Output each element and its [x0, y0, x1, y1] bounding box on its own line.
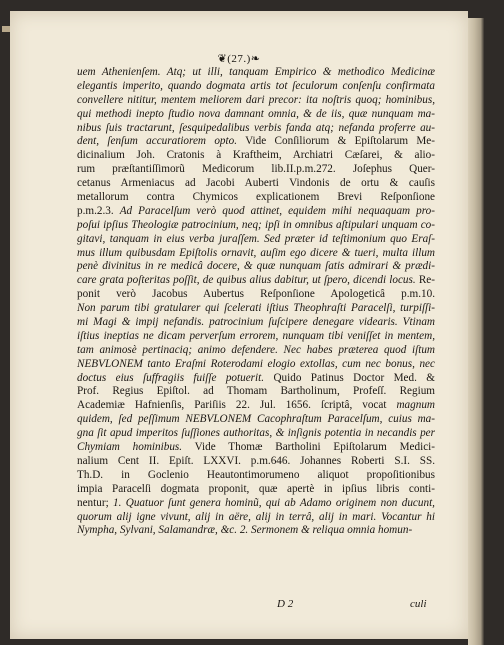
- italic-text-run: poſui ipſius Theologiæ patrocinium, neq; ipſi in omnibus aſtipulari unquam co-: [77, 218, 435, 231]
- book-page: [10, 11, 468, 639]
- text-line: [77, 399, 435, 413]
- catchword: culi: [410, 598, 427, 610]
- roman-text-run: rum præſtantiſſimorũ Medicorum lib.II.p.m.272. Joſephus Quer-: [77, 163, 435, 176]
- signature-mark: D 2: [277, 598, 294, 610]
- italic-text-run: doctus eius ſuffragiis fuiſſe potuerit.: [77, 371, 265, 384]
- text-line: [77, 274, 435, 288]
- italic-text-run: Ad Paracelſum verò quod attinet, equidem mihi nequaquam pro-: [119, 204, 435, 217]
- italic-text-run: gitavi, tanquam in eius verba juraſſem. Sed præter id teſtimonium quo Eraſ-: [77, 232, 435, 245]
- text-line: [77, 316, 435, 330]
- text-line: [77, 205, 435, 219]
- roman-text-run: Re-: [415, 274, 435, 287]
- roman-text-run: p.m.2.3.: [77, 204, 120, 217]
- text-line: [77, 385, 435, 399]
- italic-text-run: Chymiam hominibus.: [77, 441, 183, 454]
- italic-text-run: convellere nititur, mentem meliorem dari precor: ita noſtris quoq; hominibus,: [77, 93, 435, 106]
- italic-text-run: tam animosè pertinaciq; animo defendere. Nec habes præterea quod iſtum: [77, 343, 435, 356]
- text-line: [77, 66, 435, 80]
- text-line: [77, 233, 435, 247]
- italic-text-run: mi Magi & impij nefandis. patrocinium ſuſcipere denegare videaris. Vtinam: [77, 316, 435, 329]
- text-line: [77, 524, 435, 538]
- text-line: [77, 372, 435, 386]
- roman-text-run: cetanus Armeniacus ad Jacobi Auberti Vindonis de ortu & cauſis: [77, 177, 435, 190]
- roman-text-run: Th.D. in Goclenio Heautontimorumeno aliquot propoſitionibus: [77, 468, 435, 481]
- binding-tab: [2, 26, 10, 32]
- roman-text-run: impia Paracelſi dogmata proponit, quæ apertè in ipſius libris conti-: [77, 482, 435, 495]
- text-line: [77, 455, 435, 469]
- text-line: [77, 80, 435, 94]
- roman-text-run: nalium Cent II. Epiſt. LXXVI. p.m.646. Johannes Roberti S.I. SS.: [77, 454, 435, 467]
- text-line: [77, 288, 435, 302]
- page-edge: [468, 18, 484, 645]
- italic-text-run: uem Athenienſem. Atq; ut illi, tanquam Empirico & methodico Medicinæ: [77, 66, 435, 78]
- italic-text-run: NEBVLONEM tanto Eraſmi Roterodami elogio extollas, cum nec bonus, nec: [77, 357, 435, 370]
- italic-text-run: dent, ſenſum accuratiorem opto.: [77, 135, 238, 148]
- roman-text-run: Prof. Regius Epiſtol. ad Thomam Bartholinum, Profeſſ. Regium: [77, 385, 435, 398]
- italic-text-run: care grata poſteritas poſſit, de quibus alius dabitur, ut ſpero, dicendi locus.: [77, 274, 416, 287]
- italic-text-run: 1. Quatuor ſunt genera hominũ, qui ab Adamo originem non ducunt,: [113, 496, 435, 509]
- roman-text-run: dicinalium Joh. Cratonis à Kraftheim, Archiatri Cæſarei, & alio-: [77, 149, 435, 162]
- text-line: [77, 344, 435, 358]
- text-line: [77, 302, 435, 316]
- text-line: [77, 122, 435, 136]
- text-line: [77, 94, 435, 108]
- italic-text-run: Non parum tibi gratularer qui ſcelerati iſtius Theophraſti Paracelſi, turpiſſi-: [77, 302, 435, 315]
- roman-text-run: ponit verò Jacobus Aubertus Reſponſione Apologeticâ p.m.10.: [77, 288, 435, 301]
- italic-text-run: quorum alij igne vivunt, alij in aëre, alij in terrâ, alij in mari. Vocantur hi: [77, 510, 435, 523]
- text-line: [77, 330, 435, 344]
- text-line: [77, 483, 435, 497]
- text-line: [77, 427, 435, 441]
- page-number: ❦(27.)❧: [217, 53, 261, 65]
- italic-text-run: elegantis imperito, quando dogmata artis tot ſeculorum conſenſu confirmata: [77, 79, 435, 92]
- roman-text-run: metallorum contra Chymicos explicationem Brevi Reſponſione: [77, 191, 435, 204]
- italic-text-run: magnum: [396, 399, 435, 412]
- italic-text-run: qui methodi inepto ſtudio nova damnant omnia, & de iis, quæ nunquam ma-: [77, 107, 435, 120]
- italic-text-run: penè divinitus in re medicâ docere, & quæ nunquam ſatis admirari & prædi-: [77, 260, 435, 273]
- text-line: [77, 219, 435, 233]
- roman-text-run: Vide Thomæ Bartholini Epiſtolarum Medici-: [182, 441, 436, 454]
- text-line: [77, 135, 435, 149]
- italic-text-run: quidem, ſed peſſimum NEBVLONEM Cacophraſtum Paracelſum, cuius ma-: [77, 413, 435, 426]
- text-line: [77, 358, 435, 372]
- roman-text-run: Academiæ Hafnienſis, Pariſiis 22. Jul. 1656. ſcriptâ, vocat: [77, 399, 397, 412]
- roman-text-run: nentur;: [77, 496, 114, 509]
- text-line: [77, 149, 435, 163]
- text-line: [77, 108, 435, 122]
- text-line: [77, 441, 435, 455]
- text-line: [77, 413, 435, 427]
- text-line: [77, 247, 435, 261]
- text-line: [77, 177, 435, 191]
- page-text: [77, 66, 435, 538]
- italic-text-run: iſtius ineptias ne dicam perverſum errorem, nunquam tibi veniſſet in mentem,: [77, 329, 435, 342]
- text-line: [77, 191, 435, 205]
- roman-text-run: Quido Patinus Doctor Med. &: [264, 371, 435, 384]
- text-line: [77, 511, 435, 525]
- text-line: [77, 260, 435, 274]
- italic-text-run: mus illum quibusdam Epiſtolis ornavit, auſim ego dicere & tueri, multa illum: [77, 246, 435, 259]
- text-line: [77, 163, 435, 177]
- text-line: [77, 497, 435, 511]
- italic-text-run: gna ſit apud imperitos ſuſſiones authoritas, & inſignis potentia in necandis per: [77, 427, 435, 440]
- text-line: [77, 469, 435, 483]
- italic-text-run: nibus ſuis tractarunt, ſesquipedalibus verbis fanda atq; nefanda proferre au-: [77, 121, 435, 134]
- roman-text-run: Vide Conſiliorum & Epiſtolarum Me-: [237, 135, 435, 148]
- italic-text-run: Nympha, Sylvani, Salamandræ, &c. 2. Sermonem & reliqua omnia homun-: [77, 524, 413, 537]
